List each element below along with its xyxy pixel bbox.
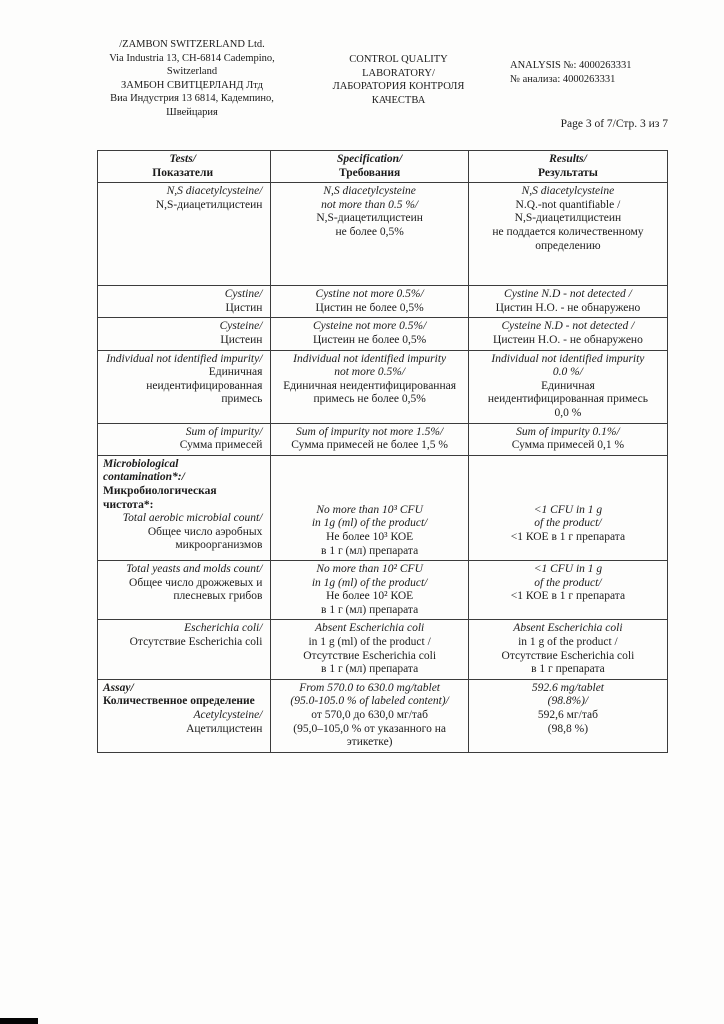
cell-line: Цистин Н.О. - не обнаружено	[495, 301, 641, 314]
cell-line: Cysteine not more 0.5%/	[312, 320, 427, 333]
cell-line: Отсутствие Escherichia coli	[129, 636, 263, 649]
cell-spec	[270, 183, 467, 285]
cell-results	[468, 286, 667, 317]
cell-line: Cystine not more 0.5%/	[315, 288, 424, 301]
cell-line: in 1 g (ml) of the product /	[308, 636, 431, 649]
cell-tests	[98, 620, 270, 678]
cell-line: Общее число аэробных	[147, 525, 263, 538]
cell-line: No more than 10² CFU	[316, 563, 423, 576]
cell-line: of the product/	[534, 576, 602, 589]
cell-line: Total aerobic microbial count/	[122, 512, 263, 525]
cell-line: Сумма примесей	[179, 439, 263, 452]
cell-line: Cysteine N.D - not detected /	[501, 320, 635, 333]
laboratory-title-line: CONTROL QUALITY	[349, 54, 448, 65]
cell-spec	[270, 620, 467, 678]
cell-tests	[98, 286, 270, 317]
cell-line: Cystine/	[224, 288, 263, 301]
cell-line: Escherichia coli/	[184, 622, 263, 635]
column-header-results-en: Results/	[549, 153, 587, 165]
cell-line: in 1g (ml) of the product/	[311, 517, 428, 530]
cell-line: Единичная	[208, 366, 263, 379]
analysis-number-ru: № анализа: 4000263331	[510, 73, 616, 85]
cell-line: Cystine N.D - not detected /	[504, 288, 632, 301]
company-address-block	[97, 38, 287, 120]
cell-tests	[98, 680, 270, 752]
column-header-tests	[98, 151, 270, 182]
cell-line: in 1g (ml) of the product/	[311, 576, 428, 589]
cell-line: N,S-диацетилцистеин	[155, 198, 263, 211]
laboratory-title-line-ru: КАЧЕСТВА	[371, 94, 426, 106]
cell-line: <1 CFU in 1 g	[533, 563, 603, 576]
cell-line: in 1 g of the product /	[518, 636, 618, 649]
cell-line: неидентифицированная примесь	[487, 393, 648, 406]
laboratory-title-line-ru: ЛАБОРАТОРИЯ КОНТРОЛЯ	[332, 81, 465, 93]
cell-line: Отсутствие Escherichia coli	[501, 649, 635, 662]
cell-line: contamination*:/	[103, 471, 185, 484]
column-header-results	[468, 151, 667, 182]
cell-line: Цистин	[225, 301, 263, 314]
cell-line: Не более 10² КОЕ	[326, 590, 414, 603]
cell-spec	[270, 680, 467, 752]
cell-line: <1 КОЕ в 1 г препарата	[510, 590, 626, 603]
company-address-line: Switzerland	[166, 66, 218, 78]
cell-line: примесь не более 0,5%	[313, 393, 426, 406]
cell-line: Assay/	[103, 681, 134, 694]
cell-line: определению	[535, 239, 601, 252]
table-row	[98, 424, 667, 456]
table-row	[98, 351, 667, 424]
cell-line: 592,6 мг/таб	[537, 709, 598, 722]
cell-tests	[98, 424, 270, 455]
cell-line: Цистеин не более 0,5%	[313, 333, 427, 346]
cell-line: неидентифицированная	[146, 379, 263, 392]
cell-results	[468, 620, 667, 678]
cell-spec	[270, 561, 467, 619]
table-body	[98, 183, 667, 752]
cell-line: <1 КОЕ в 1 г препарата	[510, 530, 626, 543]
cell-line: не поддается количественному	[492, 225, 644, 238]
table-row	[98, 456, 667, 561]
cell-tests	[98, 183, 270, 285]
table-row	[98, 620, 667, 679]
cell-line: Цистин не более 0,5%	[315, 301, 424, 314]
cell-line: of the product/	[534, 517, 602, 530]
laboratory-title-line: LABORATORY/	[362, 67, 435, 79]
cell-line: 592.6 mg/tablet	[531, 681, 605, 694]
cell-line: Individual not identified impurity	[491, 352, 645, 365]
cell-line: Сумма примесей 0,1 %	[511, 439, 625, 452]
table-row	[98, 183, 667, 286]
cell-line: этикетке)	[346, 736, 393, 749]
cell-spec	[270, 456, 467, 560]
cell-results	[468, 680, 667, 752]
cell-spec	[270, 286, 467, 317]
cell-line: Ацетилцистеин	[186, 722, 263, 735]
cell-line: From 570.0 to 630.0 mg/tablet	[299, 681, 440, 694]
cell-line: в 1 г (мл) препарата	[321, 663, 419, 676]
table-header-row	[98, 151, 667, 183]
cell-line: Общее число дрожжевых и	[129, 576, 263, 589]
cell-spec	[270, 318, 467, 349]
cell-line: в 1 г (мл) препарата	[321, 544, 419, 557]
table-row	[98, 680, 667, 752]
cell-line: (98,8 %)	[547, 722, 589, 735]
cell-line: N,S diacetylcysteine/	[166, 185, 263, 198]
cell-line: N.Q.-not quantifiable /	[515, 198, 621, 211]
page-number: Page 3 of 7/Стр. 3 из 7	[560, 118, 668, 130]
letterhead	[97, 38, 668, 120]
cell-line: Цистеин Н.О. - не обнаружено	[493, 333, 643, 346]
cell-line: Total yeasts and molds count/	[126, 563, 263, 576]
cell-results	[468, 351, 667, 423]
cell-line: Acetylcysteine/	[193, 709, 263, 722]
company-address-line: Via Industria 13, CH-6814 Cadempino,	[109, 52, 275, 64]
cell-line: N,S-диацетилцистеин	[316, 212, 423, 225]
results-table	[97, 150, 668, 753]
column-header-specification-ru: Требования	[339, 166, 401, 179]
company-address-line-ru: Виа Индустрия 13 6814, Кадемпино,	[110, 93, 274, 105]
company-address-line-ru: Швейцария	[166, 106, 218, 118]
cell-results	[468, 456, 667, 560]
cell-line: в 1 г (мл) препарата	[321, 603, 419, 616]
cell-line: Отсутствие Escherichia coli	[303, 649, 437, 662]
cell-line: No more than 10³ CFU	[316, 503, 423, 516]
cell-line: <1 CFU in 1 g	[533, 503, 603, 516]
cell-line: Сумма примесей не более 1,5 %	[291, 439, 449, 452]
cell-line: 0.0 %/	[552, 366, 583, 379]
cell-line: (95.0-105.0 % of labeled content)/	[290, 695, 449, 708]
cell-line: плесневых грибов	[173, 590, 263, 603]
column-header-tests-en: Tests/	[169, 153, 196, 165]
column-header-tests-ru: Показатели	[152, 166, 214, 179]
cell-spec	[270, 351, 467, 423]
cell-line: Individual not identified impurity	[293, 352, 447, 365]
scan-artifact	[0, 1018, 38, 1024]
cell-line: Sum of impurity/	[185, 425, 263, 438]
cell-line: Единичная неидентифицированная	[283, 379, 456, 392]
cell-line: примесь	[221, 393, 263, 406]
cell-results	[468, 318, 667, 349]
cell-line: not more than 0.5 %/	[321, 198, 419, 211]
cell-line: 0,0 %	[554, 406, 582, 419]
cell-line: Единичная	[541, 379, 595, 392]
cell-line: от 570,0 до 630,0 мг/таб	[311, 709, 429, 722]
cell-line: Sum of impurity not more 1.5%/	[296, 425, 444, 438]
cell-line: Microbiological	[103, 457, 179, 470]
analysis-number-block	[510, 59, 668, 120]
column-header-results-ru: Результаты	[538, 166, 598, 179]
table-row	[98, 561, 667, 620]
cell-tests	[98, 318, 270, 349]
cell-tests	[98, 456, 270, 560]
cell-line: N,S-диацетилцистеин	[514, 212, 622, 225]
cell-tests	[98, 351, 270, 423]
cell-results	[468, 424, 667, 455]
cell-line: Микробиологическая	[103, 484, 217, 497]
cell-tests	[98, 561, 270, 619]
cell-line: (95,0–105,0 % от указанного на	[293, 722, 446, 735]
cell-line: Количественное определение	[103, 695, 255, 708]
cell-line: в 1 г препарата	[531, 663, 605, 676]
cell-line: не более 0,5%	[335, 225, 404, 238]
cell-line: Sum of impurity 0.1%/	[516, 425, 620, 438]
cell-line: N,S diacetylcysteine	[323, 185, 416, 198]
cell-line: микроорганизмов	[175, 539, 263, 552]
column-header-specification	[270, 151, 467, 182]
company-name-ru: ЗАМБОН СВИТЦЕРЛАНД Лтд	[121, 79, 263, 91]
cell-spec	[270, 424, 467, 455]
cell-line: Cysteine/	[219, 320, 263, 333]
column-header-specification-en: Specification/	[337, 153, 403, 165]
laboratory-title-block	[316, 53, 481, 120]
cell-line: Цистеин	[220, 333, 263, 346]
table-row	[98, 318, 667, 350]
cell-line: not more 0.5%/	[334, 366, 406, 379]
company-name: /ZAMBON SWITZERLAND Ltd.	[119, 39, 265, 50]
cell-line: N,S diacetylcysteine	[521, 185, 615, 198]
cell-line: Не более 10³ КОЕ	[326, 530, 414, 543]
cell-line: Absent Escherichia coli	[315, 622, 425, 635]
cell-line: Absent Escherichia coli	[513, 622, 623, 635]
table-row	[98, 286, 667, 318]
cell-line: Individual not identified impurity/	[106, 352, 263, 365]
analysis-number-en: ANALYSIS №: 4000263331	[510, 60, 632, 71]
cell-line: чистота*:	[103, 498, 154, 511]
cell-results	[468, 561, 667, 619]
cell-results	[468, 183, 667, 285]
cell-line: (98.8%)/	[547, 695, 589, 708]
